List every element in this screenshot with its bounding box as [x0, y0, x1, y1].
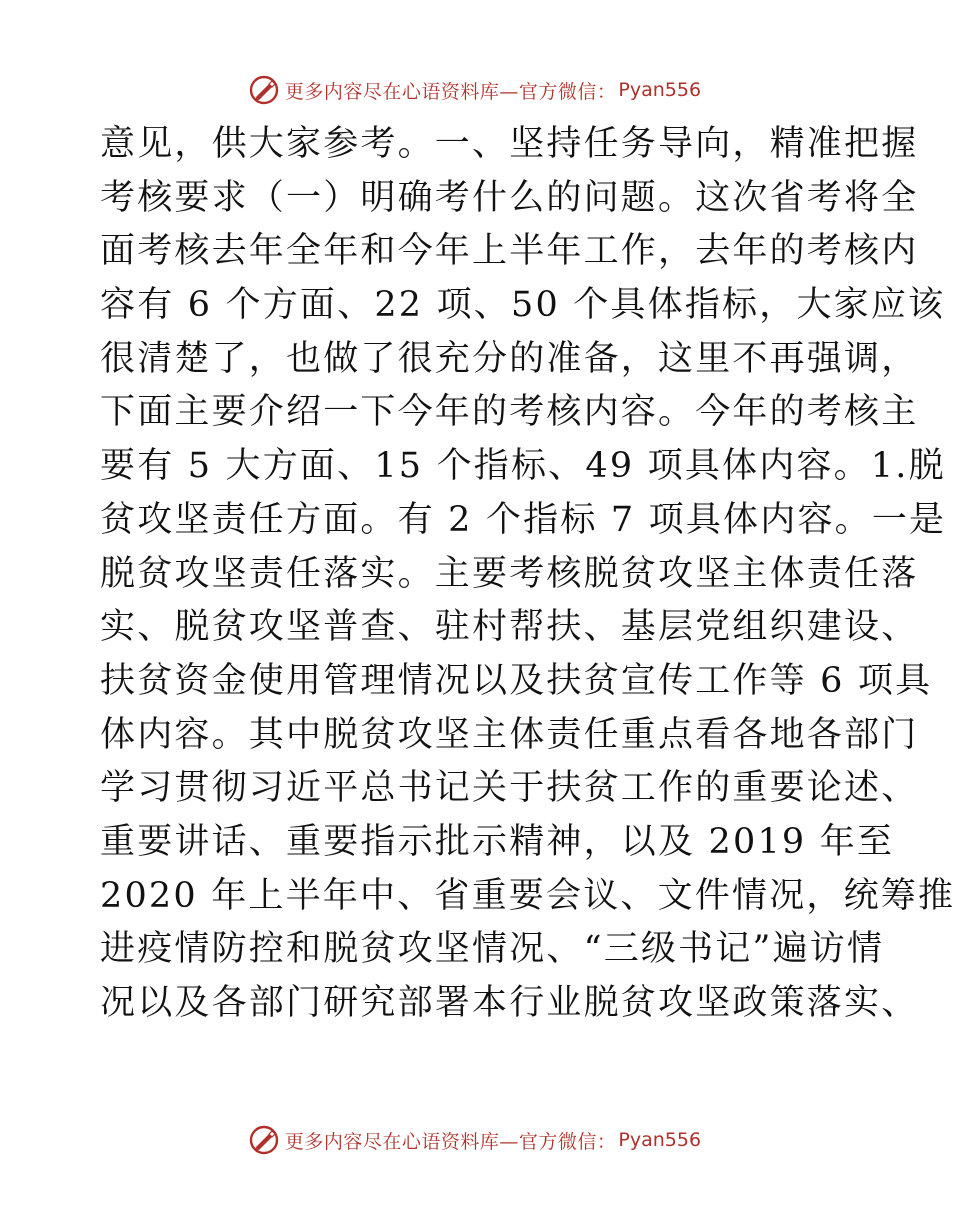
header-banner-text: 更多内容尽在心语资料库—官方微信：: [284, 80, 617, 103]
text-line: 扶贫资金使用管理情况以及扶贫宣传工作等 6 项具: [100, 660, 933, 701]
text-line: 贫攻坚责任方面。有 2 个指标 7 项具体内容。一是: [100, 499, 947, 540]
footer-wechat-id: Pyan556: [618, 1129, 702, 1151]
text-line: 学习贯彻习近平总书记关于扶贫工作的重要论述、: [100, 768, 919, 809]
text-line: 很清楚了，也做了很充分的准备，这里不再强调，: [100, 338, 919, 379]
text-line: 体内容。其中脱贫攻坚主体责任重点看各地各部门: [100, 714, 919, 755]
text-line: 2020 年上半年中、省重要会议、文件情况，统筹推: [100, 875, 955, 916]
text-line: 进疫情防控和脱贫攻坚情况、“三级书记”遍访情: [100, 929, 885, 970]
brand-pen-logo-icon: [249, 75, 279, 105]
text-line: 况以及各部门研究部署本行业脱贫攻坚政策落实、: [100, 983, 919, 1023]
footer-banner-text: 更多内容尽在心语资料库—官方微信：: [284, 1130, 617, 1153]
text-line: 容有 6 个方面、22 项、50 个具体指标，大家应该: [100, 285, 946, 326]
document-body: [100, 118, 955, 1031]
text-line: 下面主要介绍一下今年的考核内容。今年的考核主: [100, 392, 919, 433]
header-wechat-id: Pyan556: [618, 79, 702, 101]
text-line: 实、脱贫攻坚普查、驻村帮扶、基层党组织建设、: [100, 607, 919, 648]
brand-pen-logo-icon: [249, 1125, 279, 1155]
text-line: 意见，供大家参考。一、坚持任务导向，精准把握: [100, 124, 919, 164]
text-line: 重要讲话、重要指示批示精神，以及 2019 年至: [100, 821, 895, 862]
text-line: 要有 5 大方面、15 个指标、49 项具体内容。1.脱: [100, 446, 946, 487]
text-line: 脱贫攻坚责任落实。主要考核脱贫攻坚主体责任落: [100, 553, 919, 594]
header-banner: [0, 70, 950, 110]
text-line: 考核要求（一）明确考什么的问题。这次省考将全: [100, 177, 919, 218]
footer-banner: [0, 1120, 950, 1160]
text-line: 面考核去年全年和今年上半年工作，去年的考核内: [100, 231, 919, 272]
